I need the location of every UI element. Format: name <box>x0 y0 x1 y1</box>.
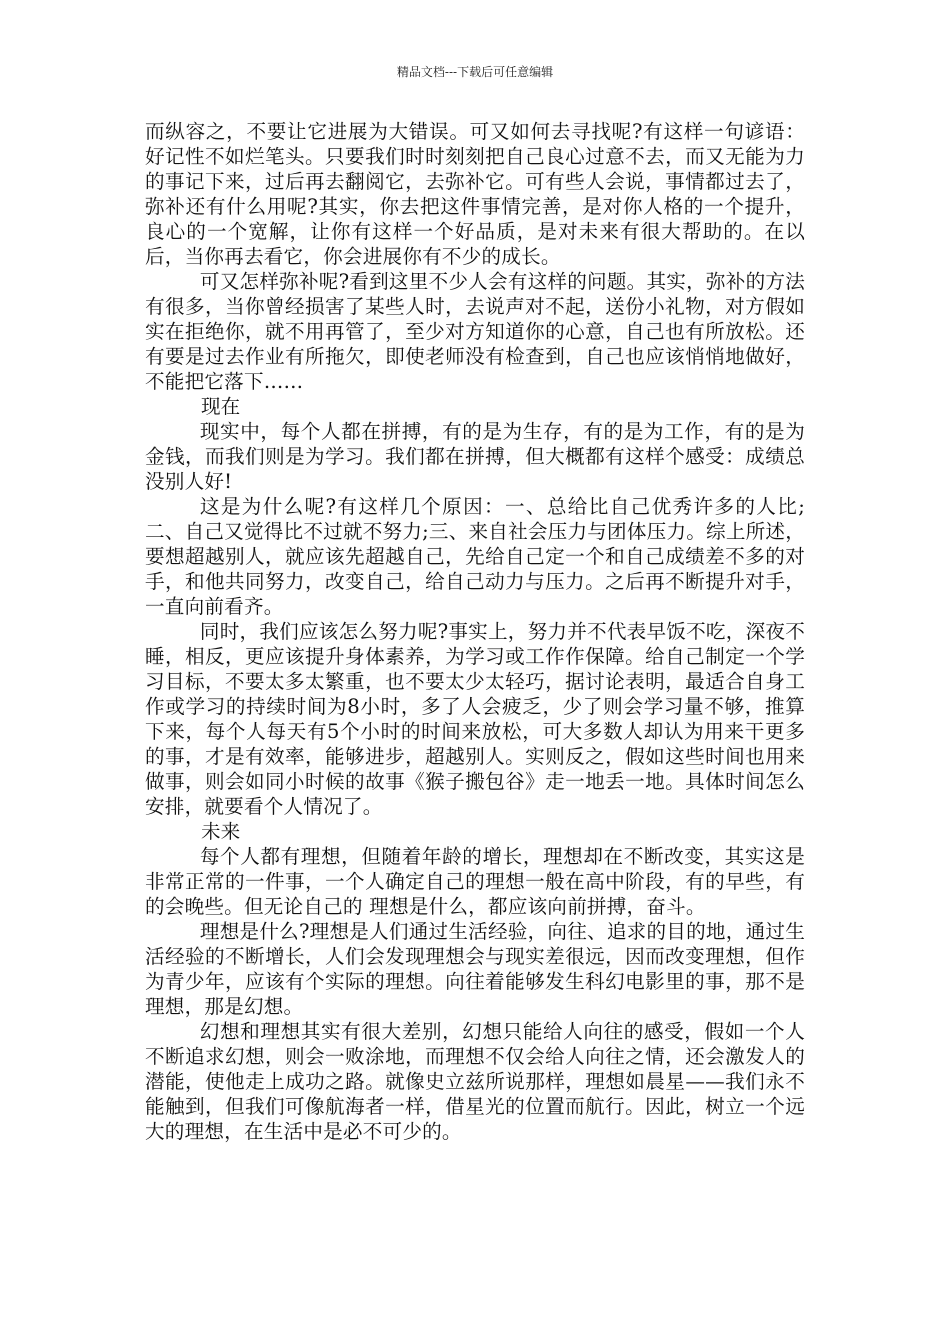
paragraph: 这是为什么呢?有这样几个原因：一、总给比自己优秀许多的人比;二、自己又觉得比不过就不努力;三、来自社会压力与团体压力。综上所述，要想超越别人，就应该先超越自己，先给自己定一个和自己成绩差不多的对手，和他共同努力，改变自己，给自己动力与压力。之后再不断提升对手，一直向前看齐。 <box>145 495 805 618</box>
paragraph: 可又怎样弥补呢?看到这里不少人会有这样的问题。其实，弥补的方法有很多，当你曾经损害了某些人时，去说声对不起，送份小礼物，对方假如实在拒绝你，就不用再管了，至少对方知道你的心意，自己也有所放松。还有要是过去作业有所拖欠，即使老师没有检查到，自己也应该悄悄地做好，不能把它落下…… <box>145 270 805 393</box>
page-header: 精品文档---下载后可任意编辑 <box>396 65 554 79</box>
paragraph-continued: 而纵容之，不要让它进展为大错误。可又如何去寻找呢?有这样一句谚语：好记性不如烂笔头。只要我们时时刻刻把自己良心过意不去，而又无能为力的事记下来，过后再去翻阅它，去弥补它。可有些人会说，事情都过去了，弥补还有什么用呢?其实，你去把这件事情完善，是对你人格的一个提升，良心的一个宽解，让你有这样一个好品质，是对未来有很大帮助的。在以后，当你再去看它，你会进展你有不少的成长。 <box>145 120 805 268</box>
paragraph: 每个人都有理想，但随着年龄的增长，理想却在不断改变，其实这是非常正常的一件事，一个人确定自己的理想一般在高中阶段，有的早些，有的会晚些。但无论自己的 理想是什么，都应该向前拼搏，奋斗。 <box>145 845 805 918</box>
document-body <box>145 119 805 1144</box>
paragraph: 理想是什么?理想是人们通过生活经验，向往、追求的目的地，通过生活经验的不断增长，人们会发现理想会与现实差很远，因而改变理想，但作为青少年，应该有个实际的理想。向往着能够发生科幻电影里的事，那不是理想，那是幻想。 <box>145 920 805 1018</box>
paragraph: 现实中，每个人都在拼搏，有的是为生存，有的是为工作，有的是为金钱，而我们则是为学习。我们都在拼搏，但大概都有这样个感受：成绩总没别人好! <box>145 420 805 493</box>
paragraph: 幻想和理想其实有很大差别，幻想只能给人向往的感受，假如一个人不断追求幻想，则会一败涂地，而理想不仅会给人向往之情，还会激发人的潜能，使他走上成功之路。就像史立兹所说那样，理想如晨星——我们永不能触到，但我们可像航海者一样，借星光的位置而航行。因此，树立一个远大的理想，在生活中是必不可少的。 <box>145 1020 805 1143</box>
section-heading-present: 现在 <box>201 395 241 418</box>
section-heading-future: 未来 <box>201 820 241 843</box>
paragraph: 同时，我们应该怎么努力呢?事实上，努力并不代表早饭不吃，深夜不睡，相反，更应该提升身体素养，为学习或工作作保障。给自己制定一个学习目标，不要太多太繁重，也不要太少太轻巧，据讨论表明，最适合自身工作或学习的持续时间为8小时，多了人会疲乏，少了则会学习量不够，推算下来，每个人每天有5个小时的时间来放松，可大多数人却认为用来干更多的事，才是有效率，能够进步，超越别人。实则反之，假如这些时间也用来做事，则会如同小时候的故事《猴子搬包谷》走一地丢一地。具体时间怎么安排，就要看个人情况了。 <box>145 620 805 818</box>
